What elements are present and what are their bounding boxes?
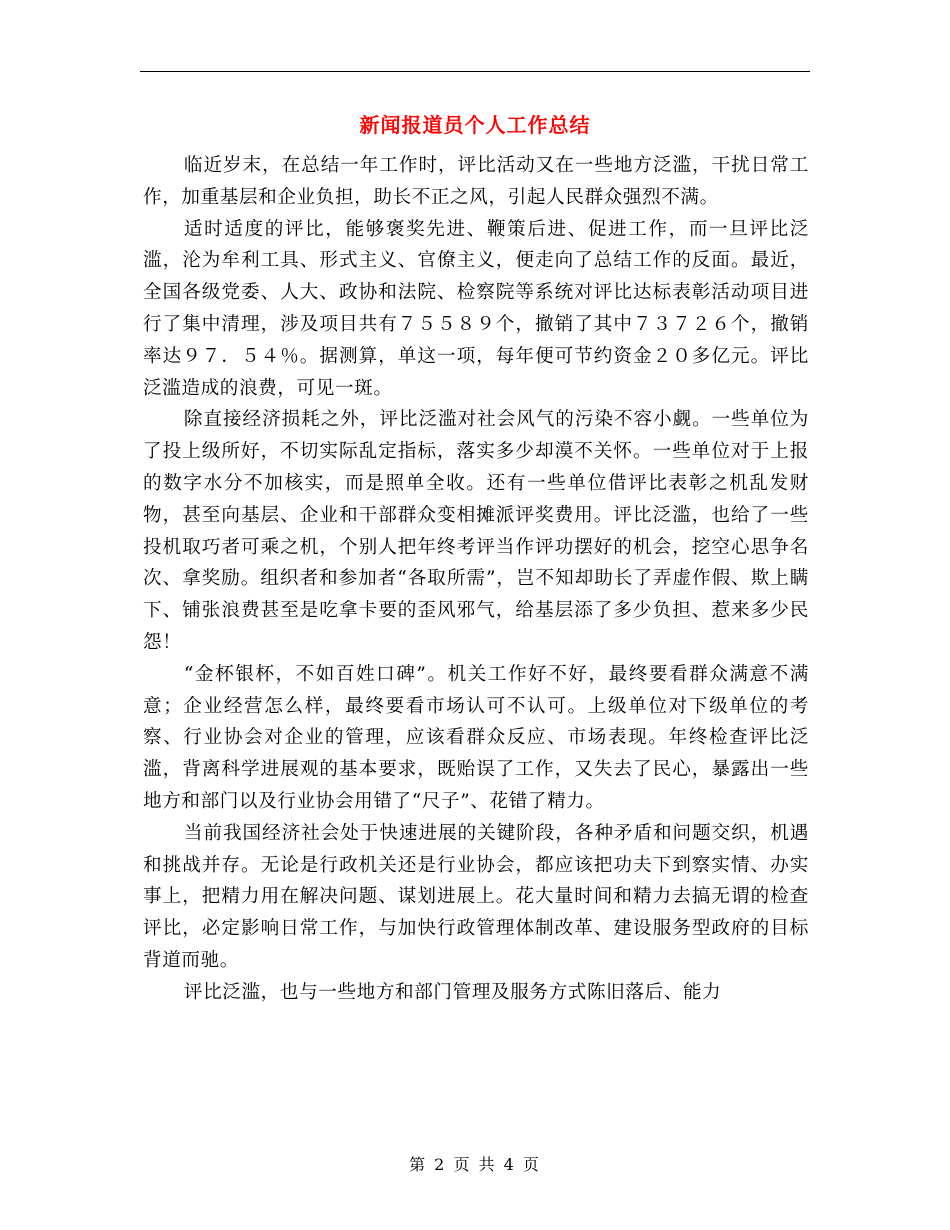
document-body bbox=[143, 150, 809, 1009]
document-title: 新闻报道员个人工作总结 bbox=[359, 113, 591, 137]
paragraph-4: “金杯银杯，不如百姓口碑”。机关工作好不好，最终要看群众满意不满意；企业经营怎么样，最终要看市场认可不认可。上级单位对下级单位的考察、行业协会对企业的管理，应该看群众反应、市场表现。年终检查评比泛滥，背离科学进展观的基本要求，既贻误了工作，又失去了民心，暴露出一些地方和部门以及行业协会用错了“尺子”、花错了精力。 bbox=[143, 663, 809, 812]
header-rule bbox=[140, 71, 810, 72]
paragraph-5: 当前我国经济社会处于快速进展的关键阶段，各种矛盾和问题交织，机遇和挑战并存。无论是行政机关还是行业协会，都应该把功夫下到察实情、办实事上，把精力用在解决问题、谋划进展上。花大量时间和精力去搞无谓的检查评比，必定影响日常工作，与加快行政管理体制改革、建设服务型政府的目标背道而驰。 bbox=[143, 822, 809, 971]
paragraph-2: 适时适度的评比，能够褒奖先进、鞭策后进、促进工作，而一旦评比泛滥，沦为牟利工具、形式主义、官僚主义，便走向了总结工作的反面。最近，全国各级党委、人大、政协和法院、检察院等系统对评比达标表彰活动项目进行了集中清理，涉及项目共有７５５８９个，撤销了其中７３７２６个，撤销率达９７．５４％。据测算，单这一项，每年便可节约资金２０多亿元。评比泛滥造成的浪费，可见一斑。 bbox=[143, 218, 809, 399]
paragraph-3: 除直接经济损耗之外，评比泛滥对社会风气的污染不容小觑。一些单位为了投上级所好，不切实际乱定指标，落实多少却漠不关怀。一些单位对于上报的数字水分不加核实，而是照单全收。还有一些单位借评比表彰之机乱发财物，甚至向基层、企业和干部群众变相摊派评奖费用。评比泛滥，也给了一些投机取巧者可乘之机，个别人把年终考评当作评功摆好的机会，挖空心思争名次、拿奖励。组织者和参加者“各取所需”，岂不知却助长了弄虚作假、欺上瞒下、铺张浪费甚至是吃拿卡要的歪风邪气，给基层添了多少负担、惹来多少民怨！ bbox=[143, 409, 809, 653]
paragraph-1: 临近岁末，在总结一年工作时，评比活动又在一些地方泛滥，干扰日常工作，加重基层和企业负担，助长不正之风，引起人民群众强烈不满。 bbox=[143, 155, 809, 208]
page-number: 第 2 页 共 4 页 bbox=[409, 1155, 541, 1174]
paragraph-6: 评比泛滥，也与一些地方和部门管理及服务方式陈旧落后、能力 bbox=[183, 981, 722, 1003]
